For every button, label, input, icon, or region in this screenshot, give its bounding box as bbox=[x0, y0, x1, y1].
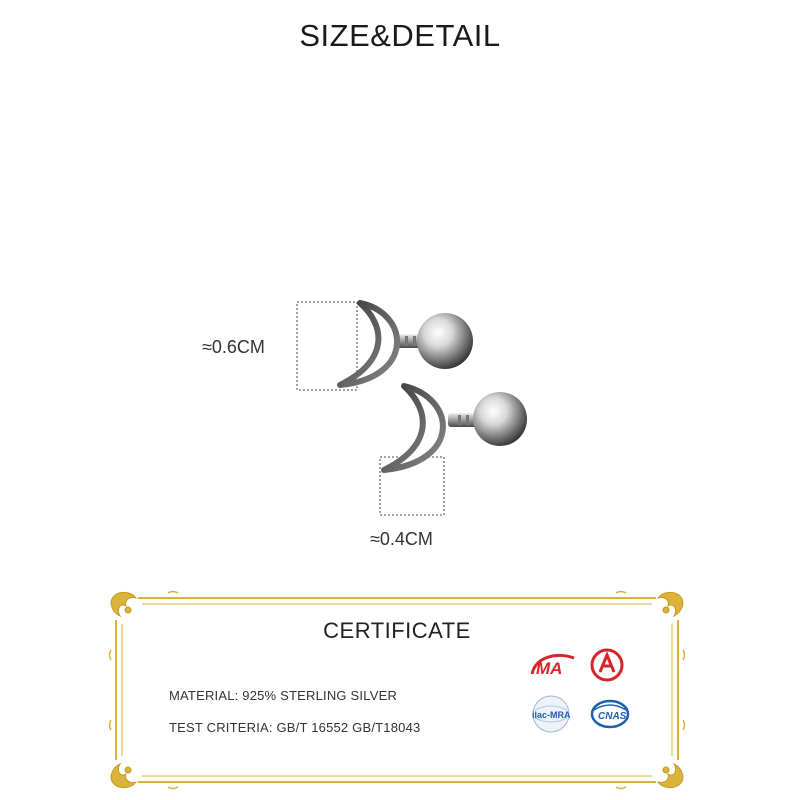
earring-top bbox=[340, 303, 473, 385]
material-text: MATERIAL: 925% STERLING SILVER bbox=[169, 688, 398, 703]
page-title: SIZE&DETAIL bbox=[299, 18, 501, 53]
svg-text:MA: MA bbox=[536, 659, 563, 678]
height-dimension-label: ≈0.6CM bbox=[202, 337, 265, 357]
cal-logo-icon bbox=[588, 646, 626, 684]
test-criteria-text: TEST CRITERIA: GB/T 16552 GB/T18043 bbox=[169, 720, 421, 735]
cnas-logo-icon bbox=[588, 698, 632, 730]
svg-text:CNAS: CNAS bbox=[598, 711, 627, 722]
ilac-mra-logo-icon bbox=[528, 694, 574, 734]
cma-logo-icon bbox=[528, 650, 578, 680]
certificate-title: CERTIFICATE bbox=[323, 618, 471, 643]
svg-text:ilac-MRA: ilac-MRA bbox=[532, 710, 571, 720]
height-dimension-box bbox=[297, 302, 357, 390]
certificate-panel bbox=[108, 590, 686, 790]
width-dimension-label: ≈0.4CM bbox=[370, 529, 433, 549]
earring-bottom bbox=[384, 386, 527, 470]
